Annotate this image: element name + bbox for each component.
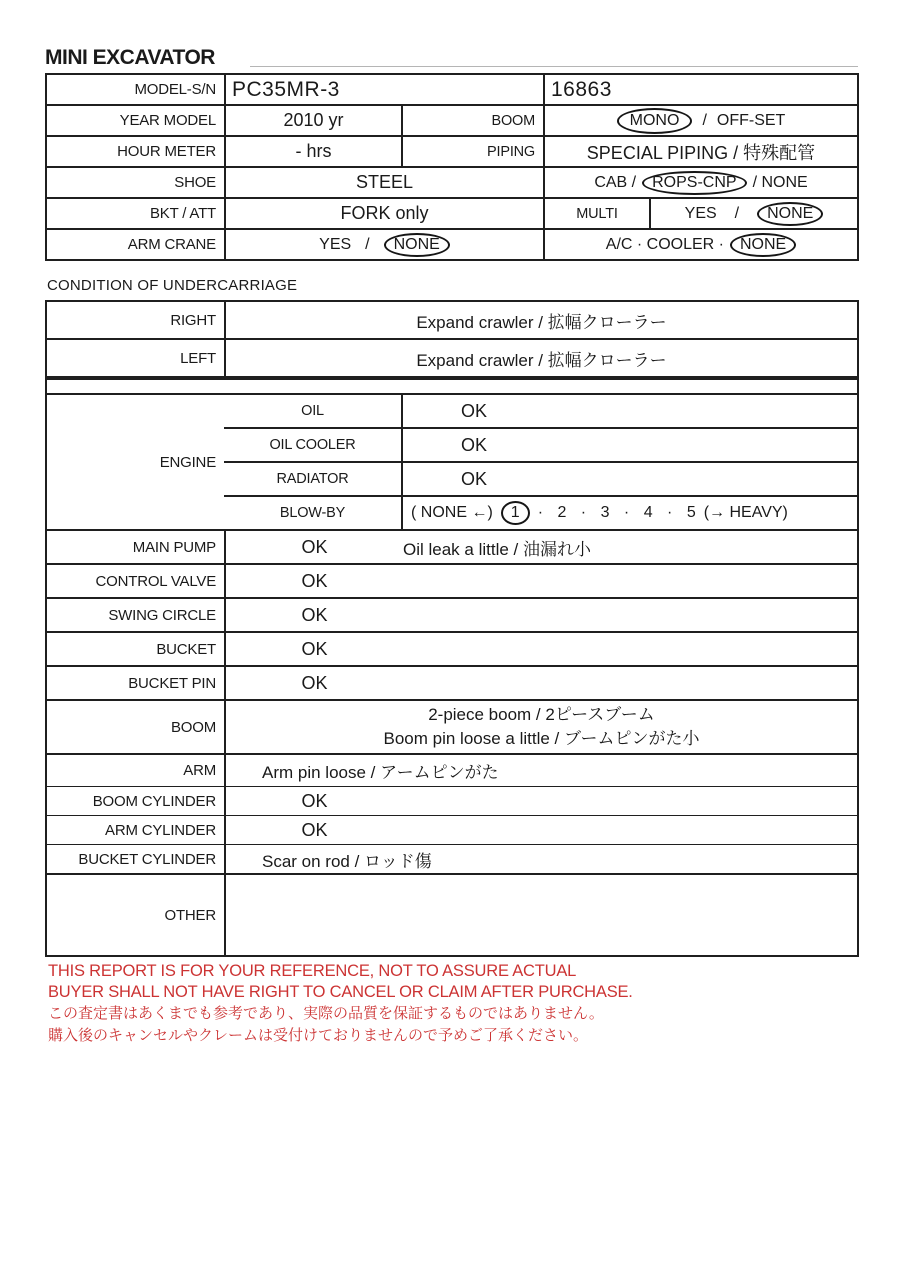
table-row-year — [47, 104, 857, 135]
cab-options — [543, 168, 857, 197]
arm-cylinder-value-cell — [224, 816, 857, 844]
serial-value: 16863 — [543, 75, 857, 104]
multi-options — [649, 199, 857, 228]
bucket-pin-label: BUCKET PIN — [128, 674, 216, 692]
model-value: PC35MR-3 — [224, 75, 543, 104]
boom-cylinder-label: BOOM CYLINDER — [92, 792, 216, 810]
spec-table — [45, 73, 859, 261]
boom-value-line1: 2-piece boom / 2ピースブーム — [428, 705, 655, 725]
other-label: OTHER — [164, 906, 216, 924]
shoe-value: STEEL — [224, 168, 543, 197]
radiator-value-cell — [401, 463, 857, 495]
cab-suffix: / NONE — [752, 173, 808, 191]
boom-cylinder-value-cell — [224, 787, 857, 815]
oil-cooler-label: OIL COOLER — [269, 437, 356, 453]
boom-options — [543, 106, 857, 135]
hour-label: HOUR METER — [117, 143, 216, 160]
control-valve-value-cell — [224, 565, 857, 597]
engine-label: ENGINE — [159, 453, 216, 471]
control-valve-value: OK — [301, 570, 328, 591]
table-row-hour — [47, 135, 857, 166]
arm-label: ARM — [183, 762, 216, 779]
arm-crane-options — [224, 230, 543, 259]
blow-by-label: BLOW-BY — [279, 505, 346, 521]
spacer-row — [47, 380, 857, 393]
right-value: Expand crawler / 拡幅クローラー — [224, 302, 857, 338]
undercarriage-section-title: CONDITION OF UNDERCARRIAGE — [47, 277, 298, 294]
bucket-cylinder-label: BUCKET CYLINDER — [78, 850, 216, 868]
multi-selected: NONE — [767, 204, 814, 222]
control-valve-label: CONTROL VALVE — [95, 572, 216, 590]
blow-by-scale-values: · 2 · 3 · 4 · 5 — [537, 504, 696, 521]
table-row-boom-cylinder — [47, 786, 857, 815]
cab-selected: ROPS-CNP — [652, 173, 737, 191]
bucket-value: OK — [301, 638, 328, 659]
piping-value: SPECIAL PIPING / 特殊配管 — [543, 137, 857, 166]
bkt-value: FORK only — [224, 199, 543, 228]
shoe-label: SHOE — [174, 174, 216, 191]
page-title: MINI EXCAVATOR — [45, 46, 215, 69]
year-value: 2010 yr — [224, 106, 401, 135]
table-row-arm-crane — [47, 228, 857, 259]
radiator-value: OK — [460, 468, 487, 489]
left-value: Expand crawler / 拡幅クローラー — [224, 340, 857, 376]
bucket-pin-value: OK — [301, 672, 328, 693]
arm-crane-yes-option: YES — [319, 235, 352, 253]
hour-value: - hrs — [224, 137, 401, 166]
blow-by-selected: 1 — [510, 504, 520, 521]
swing-circle-label: SWING CIRCLE — [108, 606, 216, 624]
arm-crane-selected: NONE — [393, 235, 440, 253]
disclaimer-line-ja-2: 購入後のキャンセルやクレームは受付けておりませんので予めご了承ください。 — [48, 1027, 589, 1044]
bkt-label: BKT / ATT — [150, 205, 216, 222]
year-label: YEAR MODEL — [119, 112, 216, 129]
table-row-bucket — [47, 631, 857, 665]
blow-by-suffix: (→ HEAVY) — [703, 504, 788, 521]
cab-prefix: CAB / — [594, 173, 637, 191]
boom-other-option: OFF-SET — [716, 111, 786, 129]
table-row-shoe — [47, 166, 857, 197]
disclaimer-line-en-2: BUYER SHALL NOT HAVE RIGHT TO CANCEL OR CLAIM AFTER PURCHASE. — [48, 983, 633, 1001]
other-value — [224, 875, 857, 955]
left-label: LEFT — [180, 349, 216, 367]
table-row-right — [47, 302, 857, 338]
boom-separator: / — [702, 111, 707, 129]
title-rule — [250, 66, 858, 67]
boom-cylinder-value: OK — [301, 790, 328, 811]
bucket-label: BUCKET — [156, 640, 216, 658]
table-row-arm-cylinder — [47, 815, 857, 844]
arm-cylinder-value: OK — [301, 819, 328, 840]
right-label: RIGHT — [170, 311, 216, 329]
table-row-model — [47, 75, 857, 104]
table-row-swing-circle — [47, 597, 857, 631]
bucket-value-cell — [224, 633, 857, 665]
disclaimer-block — [48, 961, 868, 1047]
main-pump-label: MAIN PUMP — [132, 538, 216, 556]
boom-value-line2: Boom pin loose a little / ブームピンがた小 — [383, 729, 700, 748]
boom-label: BOOM — [401, 106, 543, 135]
multi-label: MULTI — [543, 199, 649, 228]
swing-circle-value-cell — [224, 599, 857, 631]
radiator-label: RADIATOR — [276, 471, 349, 487]
table-row-radiator — [224, 461, 857, 495]
table-row-other — [47, 873, 857, 955]
multi-yes-option: YES — [684, 204, 717, 222]
arm-value: Arm pin loose / アームピンがた — [224, 755, 857, 786]
blow-by-prefix: ( NONE ←) — [411, 504, 493, 521]
table-row-bucket-pin — [47, 665, 857, 699]
ac-cooler-options — [543, 230, 857, 259]
engine-block — [47, 393, 857, 529]
engine-rows — [224, 395, 857, 529]
boom-selected: MONO — [629, 111, 680, 129]
oil-cooler-value: OK — [460, 434, 487, 455]
main-pump-value-cell — [224, 531, 857, 563]
piping-label: PIPING — [401, 137, 543, 166]
bucket-pin-value-cell — [224, 667, 857, 699]
multi-selected-circle-mark — [757, 202, 823, 226]
boom-row-label: BOOM — [170, 718, 216, 736]
undercarriage-table — [45, 300, 859, 378]
table-row-control-valve — [47, 563, 857, 597]
swing-circle-value: OK — [301, 604, 328, 625]
boom-value-cell — [224, 701, 857, 753]
boom-selected-circle-mark — [617, 108, 693, 134]
oil-cooler-value-cell — [401, 429, 857, 461]
arm-cylinder-label: ARM CYLINDER — [105, 821, 216, 839]
arm-crane-label: ARM CRANE — [127, 236, 216, 253]
ac-cooler-selected: NONE — [740, 235, 787, 253]
disclaimer-line-ja-1: この査定書はあくまでも参考であり、実際の品質を保証するものではありません。 — [48, 1005, 604, 1022]
table-row-bucket-cylinder — [47, 844, 857, 873]
table-row-oil — [224, 395, 857, 427]
table-row-blow-by — [224, 495, 857, 529]
arm-crane-selected-circle-mark — [384, 233, 450, 257]
ac-cooler-selected-circle-mark — [730, 233, 796, 257]
main-pump-note: Oil leak a little / 油漏れ小 — [403, 539, 591, 559]
model-label: MODEL-S/N — [134, 81, 216, 98]
table-row-left — [47, 338, 857, 376]
main-pump-value: OK — [301, 536, 328, 557]
disclaimer-line-en-1: THIS REPORT IS FOR YOUR REFERENCE, NOT TO ASSURE ACTUAL — [48, 962, 577, 980]
condition-table — [45, 378, 859, 957]
table-row-main-pump — [47, 529, 857, 563]
blow-by-scale — [401, 497, 857, 529]
multi-separator: / — [734, 204, 740, 222]
oil-label: OIL — [301, 403, 324, 419]
bucket-cylinder-value: Scar on rod / ロッド傷 — [224, 845, 857, 873]
table-row-boom — [47, 699, 857, 753]
ac-cooler-prefix: A/C · COOLER · — [605, 235, 724, 253]
table-row-arm — [47, 753, 857, 786]
table-row-oil-cooler — [224, 427, 857, 461]
table-row-bkt — [47, 197, 857, 228]
oil-value: OK — [460, 400, 487, 421]
cab-selected-circle-mark — [642, 171, 746, 195]
arm-crane-separator: / — [365, 235, 370, 253]
oil-value-cell — [401, 395, 857, 427]
blow-by-selected-circle-mark — [501, 501, 530, 525]
